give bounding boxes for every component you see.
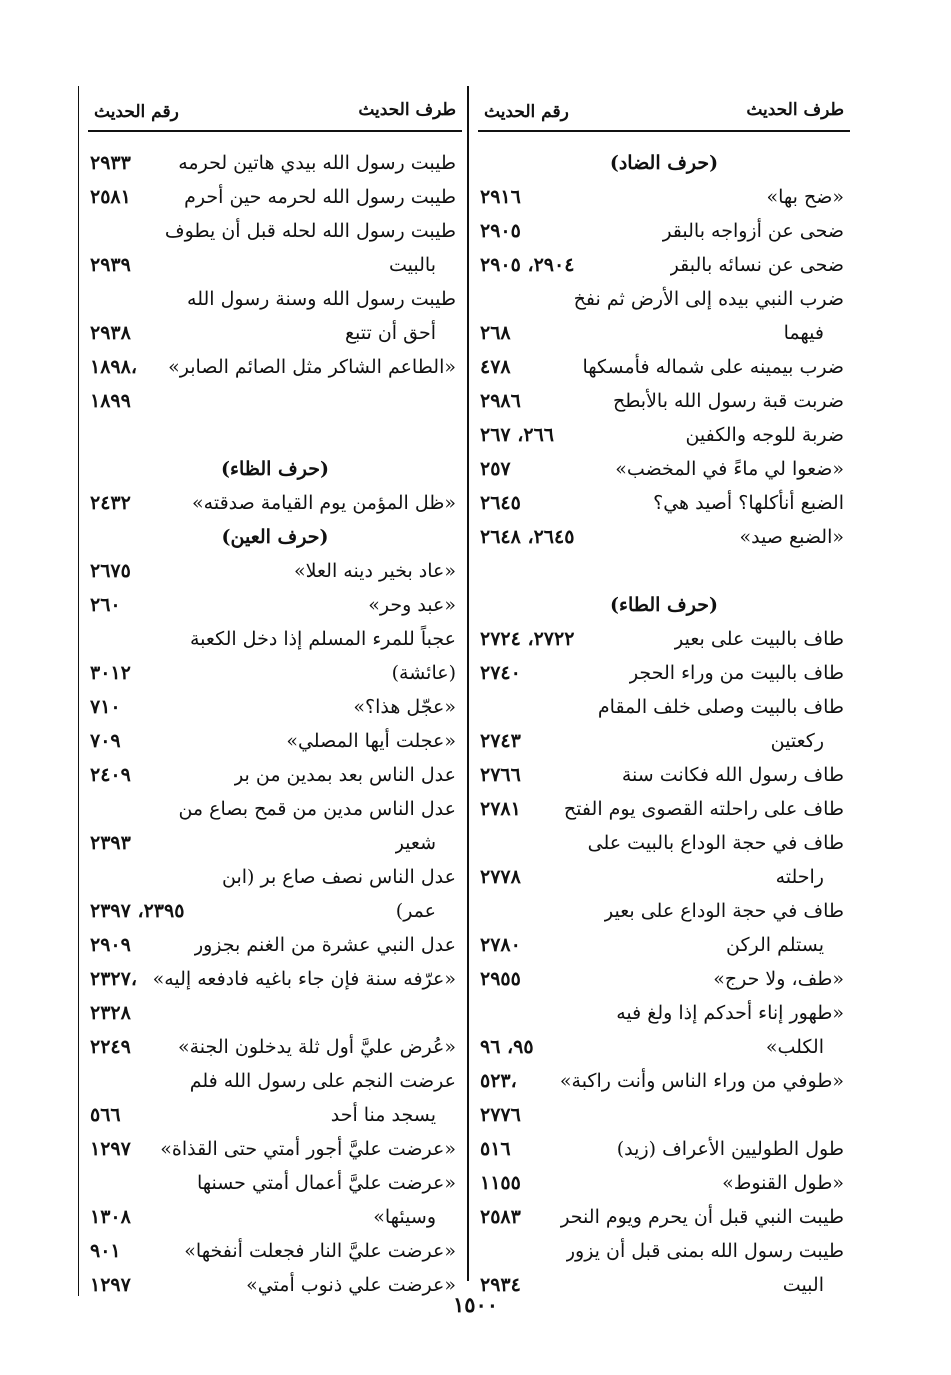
hadith-incipit: (عائشة)	[391, 662, 456, 684]
index-entry	[478, 418, 850, 452]
hadith-incipit: شعير	[394, 832, 436, 854]
hadith-number: ٢٩٠٩	[90, 934, 131, 956]
hadith-incipit: «عرّفه سنة فإن جاء باغيه فادفعه إليه»	[152, 968, 456, 990]
section-title: (حرف الطاء)	[610, 594, 718, 616]
index-entry	[88, 486, 462, 520]
column-divider	[467, 86, 469, 1281]
index-entry	[478, 928, 850, 962]
hadith-incipit: طيبت رسول الله بيدي هاتين لحرمه	[178, 152, 456, 174]
hadith-number: ٢٩١٦	[480, 186, 521, 208]
hadith-incipit: الضبع أنأكلها؟ أصيد هي؟	[653, 492, 844, 514]
section-title: (حرف الظاء)	[221, 458, 329, 480]
index-entry	[478, 690, 850, 724]
hadith-number: ٢٧٤٣	[480, 730, 521, 752]
hadith-incipit: ضحى عن أزواجه بالبقر	[662, 220, 844, 242]
hadith-incipit: طاف على راحلته القصوى يوم الفتح	[563, 798, 844, 820]
hadith-number: ٢٥٨١	[90, 186, 131, 208]
hadith-incipit: طاف بالبيت وصلى خلف المقام	[597, 696, 844, 718]
index-entry	[88, 146, 462, 180]
hadith-number: ٢٦٨	[480, 322, 511, 344]
index-entry	[478, 554, 850, 588]
index-entry	[88, 1098, 462, 1132]
hadith-number: ٧٠٩	[90, 730, 121, 752]
hadith-incipit: عمر)	[395, 900, 436, 922]
hadith-incipit: طيبت رسول الله لحرمه حين أحرم	[184, 186, 456, 208]
hadith-incipit: يسجد منا أحد	[330, 1104, 436, 1126]
hadith-incipit: الكلب»	[765, 1036, 824, 1058]
left-column	[88, 96, 462, 1302]
index-entry	[88, 690, 462, 724]
hadith-number: ٢٤٣٢	[90, 492, 131, 514]
hadith-incipit: «ظل المؤمن يوم القيامة صدقته»	[192, 492, 456, 514]
hadith-incipit: «عاد بخير دينه العلا»	[294, 560, 456, 582]
hadith-number: ٢٩٣٩	[90, 254, 131, 276]
index-entry	[478, 758, 850, 792]
section-title: (حرف الضاد)	[609, 152, 719, 174]
hadith-incipit: طاف رسول الله فكانت سنة	[621, 764, 844, 786]
index-entry	[88, 1030, 462, 1064]
index-entry	[478, 1132, 850, 1166]
index-entry	[88, 724, 462, 758]
hadith-incipit: ضرب بيمينه على شماله فأمسكها	[582, 356, 844, 378]
hadith-incipit: البيت	[782, 1274, 824, 1296]
index-entry	[478, 894, 850, 928]
index-entry	[478, 486, 850, 520]
hadith-incipit: عرضت النجم على رسول الله فلم	[189, 1070, 456, 1092]
hadith-number: ٢٧٨١	[480, 798, 521, 820]
index-entry	[478, 1030, 850, 1064]
hadith-number: ٢٥٧	[480, 458, 511, 480]
index-entry	[88, 860, 462, 894]
hadith-number: ٥١٦	[480, 1138, 511, 1160]
right-column-header	[478, 96, 850, 132]
hadith-number: ١١٥٥	[480, 1172, 521, 1194]
hadith-incipit: «طوفي من وراء الناس وأنت راكبة»	[559, 1070, 844, 1092]
index-entry	[478, 826, 850, 860]
hadith-incipit: عدل النبي عشرة من الغنم بجزور	[193, 934, 456, 956]
hadith-number: ١٢٩٧	[90, 1274, 131, 1296]
index-entry	[478, 1166, 850, 1200]
hadith-number: ٢٧٧٨	[480, 866, 521, 888]
hadith-number: ٢٦٧٥	[90, 560, 131, 582]
index-entry	[478, 962, 850, 996]
hadith-incipit: طاف في حجة الوداع على بعير	[603, 900, 844, 922]
hadith-incipit: عدل الناس نصف صاع بر (ابن	[221, 866, 456, 888]
hadith-number: ١٨٩٩	[90, 390, 131, 412]
hadith-incipit: «الطاعم الشاكر مثل الصائم الصابر»	[168, 356, 456, 378]
hadith-incipit: «طهور إناء أحدكم إذا ولغ فيه	[616, 1002, 844, 1024]
index-entry	[88, 214, 462, 248]
hadith-incipit: عجباً للمرء المسلم إذا دخل الكعبة	[190, 628, 456, 650]
hadith-incipit: ضربة للوجه والكفين	[685, 424, 844, 446]
page-number: ١٥٠٠	[452, 1292, 499, 1317]
index-entry	[88, 826, 462, 860]
right-column-rows	[478, 146, 850, 1302]
hadith-number: ٤٧٨	[480, 356, 511, 378]
hadith-number: ٢٧٧٦	[480, 1104, 521, 1126]
hadith-number: ٢٣٢٧،	[90, 968, 137, 990]
index-entry	[478, 656, 850, 690]
left-column-rows	[88, 146, 462, 1302]
hadith-number: ٢٩٣٨	[90, 322, 131, 344]
index-entry	[478, 350, 850, 384]
hadith-number: ٧١٠	[90, 696, 121, 718]
hadith-incipit: «طول القنوط»	[722, 1172, 844, 1194]
term-header: طرف الحديث	[746, 100, 844, 120]
section-title: (حرف العين)	[221, 526, 329, 548]
section-heading	[88, 520, 462, 554]
hadith-incipit: راحلته	[775, 866, 824, 888]
hadith-number: ٢٧٢٢، ٢٧٢٤	[480, 628, 575, 650]
index-entry	[88, 554, 462, 588]
index-entry	[478, 180, 850, 214]
hadith-number: ١٨٩٨،	[90, 356, 137, 378]
hadith-number: ٢٩٠٤، ٢٩٠٥	[480, 254, 575, 276]
hadith-number: ٩٠١	[90, 1240, 121, 1262]
hadith-incipit: طول الطوليين الأعراف (زيد)	[616, 1138, 844, 1160]
hadith-number: ٢٩٠٥	[480, 220, 521, 242]
hadith-incipit: طيبت رسول الله بمنى قبل أن يزور	[565, 1240, 844, 1262]
hadith-incipit: «عُرض عليَّ أول ثلة يدخلون الجنة»	[177, 1036, 456, 1058]
hadith-number: ٢٩٥٥	[480, 968, 521, 990]
hadith-incipit: ضرب النبي بيده إلى الأرض ثم نفخ	[573, 288, 844, 310]
hadith-incipit: «عبد وحر»	[368, 594, 456, 616]
hadith-number: ٥٦٦	[90, 1104, 121, 1126]
section-heading	[478, 146, 850, 180]
index-entry	[88, 758, 462, 792]
hadith-incipit: «عرضت عليَّ أجور أمتي حتى القذاة»	[160, 1138, 456, 1160]
hadith-incipit: فيهما	[783, 322, 824, 344]
index-entry	[88, 928, 462, 962]
hadith-incipit: طيبت النبي قبل أن يحرم ويوم النحر	[560, 1206, 844, 1228]
hadith-incipit: طيبت رسول الله وسنة رسول الله	[187, 288, 456, 310]
hadith-incipit: بالبيت	[389, 254, 436, 276]
hadith-number: ٢٩٣٤	[480, 1274, 521, 1296]
index-entry	[88, 996, 462, 1030]
hadith-number: ٢٩٨٦	[480, 390, 521, 412]
hadith-incipit: يستلم الركن	[725, 934, 824, 956]
index-entry	[88, 622, 462, 656]
hadith-number: ٩٥، ٩٦	[480, 1036, 534, 1058]
index-entry	[88, 588, 462, 622]
index-entry	[88, 350, 462, 384]
index-entry	[478, 1200, 850, 1234]
hadith-incipit: أحق أن تتبع	[344, 322, 436, 344]
index-entry	[88, 282, 462, 316]
index-entry	[478, 1098, 850, 1132]
hadith-incipit: طيبت رسول الله لحله قبل أن يطوف	[164, 220, 456, 242]
index-entry	[478, 860, 850, 894]
index-entry	[478, 384, 850, 418]
hadith-number: ٢٦٠	[90, 594, 121, 616]
index-entry	[88, 1064, 462, 1098]
index-entry	[478, 996, 850, 1030]
hadith-incipit: عدل الناس مدين من قمح بصاع من	[178, 798, 456, 820]
hadith-incipit: «عرضت علي ذنوب أمتي»	[246, 1274, 456, 1296]
index-entry	[478, 724, 850, 758]
hadith-incipit: ركعتين	[770, 730, 824, 752]
index-entry	[478, 622, 850, 656]
index-entry	[88, 656, 462, 690]
number-header: رقم الحديث	[94, 102, 179, 122]
index-entry	[478, 248, 850, 282]
hadith-incipit: «عرضت عليَّ أعمال أمتي حسنها	[196, 1172, 456, 1194]
hadith-number: ٢٧٦٦	[480, 764, 521, 786]
hadith-number: ٢٣٩٥، ٢٣٩٧	[90, 900, 185, 922]
index-entry	[88, 1200, 462, 1234]
hadith-number: ٢٦٦، ٢٦٧	[480, 424, 554, 446]
hadith-number: ٣٠١٢	[90, 662, 131, 684]
right-column	[478, 96, 850, 1302]
left-column-header	[88, 96, 462, 132]
hadith-number: ٢٣٩٣	[90, 832, 131, 854]
index-entry	[478, 316, 850, 350]
hadith-incipit: «ضح بها»	[766, 186, 844, 208]
hadith-number: ٢٦٤٥	[480, 492, 521, 514]
hadith-number: ٢٧٤٠	[480, 662, 521, 684]
hadith-number: ٢٧٨٠	[480, 934, 521, 956]
index-entry	[478, 452, 850, 486]
index-entry	[88, 894, 462, 928]
index-entry	[478, 792, 850, 826]
hadith-incipit: ضربت قبة رسول الله بالأبطح	[612, 390, 844, 412]
hadith-incipit: «عجلت أيها المصلي»	[286, 730, 456, 752]
hadith-incipit: طاف بالبيت من وراء الحجر	[628, 662, 844, 684]
index-entry	[88, 248, 462, 282]
index-entry	[478, 520, 850, 554]
hadith-incipit: وسيئها»	[373, 1206, 436, 1228]
hadith-incipit: «ضعوا لي ماءً في المخضب»	[615, 458, 844, 480]
hadith-number: ٢٩٣٣	[90, 152, 131, 174]
hadith-incipit: طاف بالبيت على بعير	[674, 628, 844, 650]
index-entry	[478, 1064, 850, 1098]
hadith-incipit: عدل الناس بعد بمدين من بر	[234, 764, 456, 786]
number-header: رقم الحديث	[484, 102, 569, 122]
hadith-number: ٢٢٤٩	[90, 1036, 131, 1058]
section-heading	[478, 588, 850, 622]
hadith-incipit: «الضبع صيد»	[739, 526, 844, 548]
index-entry	[88, 180, 462, 214]
index-entry	[88, 792, 462, 826]
hadith-number: ٢٥٨٣	[480, 1206, 521, 1228]
hadith-incipit: «طف، ولا حرج»	[713, 968, 844, 990]
index-entry	[88, 1132, 462, 1166]
hadith-incipit: طاف في حجة الوداع بالبيت على	[587, 832, 844, 854]
index-entry	[88, 418, 462, 452]
hadith-number: ٢٣٢٨	[90, 1002, 131, 1024]
index-entry	[478, 282, 850, 316]
section-heading	[88, 452, 462, 486]
term-header: طرف الحديث	[358, 100, 456, 120]
hadith-number: ١٢٩٧	[90, 1138, 131, 1160]
left-margin-rule	[78, 86, 79, 1296]
index-entry	[88, 384, 462, 418]
index-entry	[88, 1166, 462, 1200]
hadith-number: ٢٤٠٩	[90, 764, 131, 786]
hadith-number: ٥٢٣،	[480, 1070, 517, 1092]
index-entry	[88, 1234, 462, 1268]
hadith-incipit: ضحى عن نسائه بالبقر	[669, 254, 844, 276]
hadith-incipit: «عرضت عليَّ النار فجعلت أنفخها»	[184, 1240, 456, 1262]
index-entry	[88, 962, 462, 996]
index-entry	[478, 214, 850, 248]
hadith-incipit: «عجّل هذا؟»	[353, 696, 456, 718]
hadith-number: ٢٦٤٥، ٢٦٤٨	[480, 526, 575, 548]
index-entry	[88, 316, 462, 350]
hadith-number: ١٣٠٨	[90, 1206, 131, 1228]
index-entry	[478, 1234, 850, 1268]
